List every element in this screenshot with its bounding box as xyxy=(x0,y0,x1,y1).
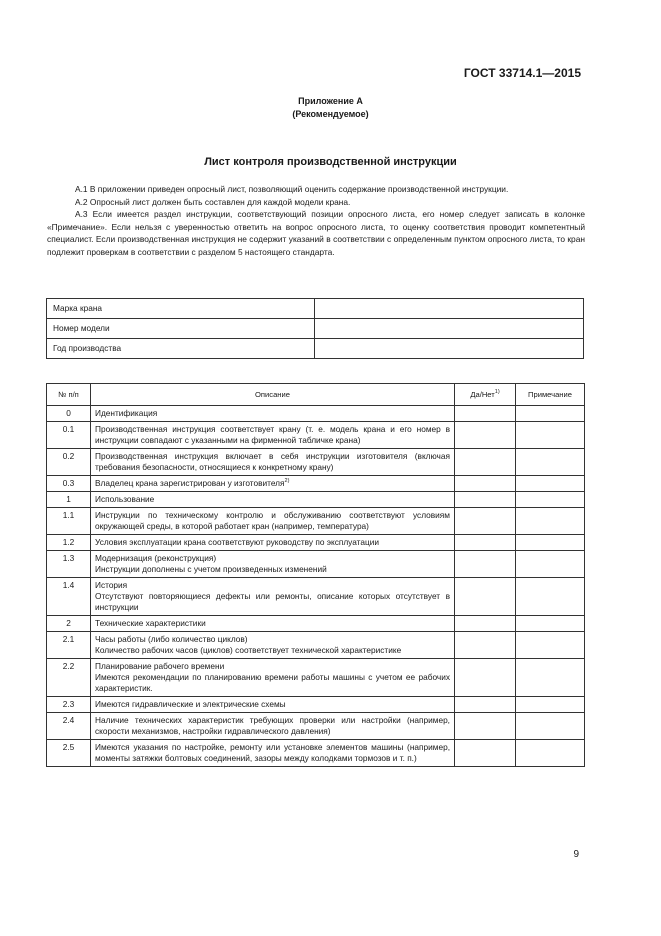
table-row xyxy=(47,659,585,697)
intro-paragraphs xyxy=(47,183,585,259)
col-header-remark: Примечание xyxy=(516,384,585,406)
description-line: Часы работы (либо количество циклов) xyxy=(95,634,248,644)
yes-no-cell[interactable] xyxy=(455,616,516,632)
crane-info-row xyxy=(47,299,584,319)
yes-no-cell[interactable] xyxy=(455,492,516,508)
checklist-header-row xyxy=(47,384,585,406)
remark-cell[interactable] xyxy=(516,476,585,492)
appendix-status: (Рекомендуемое) xyxy=(292,109,369,119)
yes-no-cell[interactable] xyxy=(455,659,516,697)
row-description xyxy=(91,578,455,616)
description-line: Планирование рабочего времени xyxy=(95,661,225,671)
description-line: Количество рабочих часов (циклов) соответствует технической характеристике xyxy=(95,645,402,655)
crane-brand-value[interactable] xyxy=(314,299,583,319)
remark-cell[interactable] xyxy=(516,713,585,740)
yes-no-cell[interactable] xyxy=(455,697,516,713)
col-header-yesno xyxy=(455,384,516,406)
row-number: 0 xyxy=(47,406,91,422)
document-title: Лист контроля производственной инструкции xyxy=(204,156,457,168)
row-description xyxy=(91,616,455,632)
row-number: 0.3 xyxy=(47,476,91,492)
row-number: 1.2 xyxy=(47,535,91,551)
row-number: 0.2 xyxy=(47,449,91,476)
crane-info-row xyxy=(47,339,584,359)
remark-cell[interactable] xyxy=(516,449,585,476)
yes-no-cell[interactable] xyxy=(455,740,516,767)
table-row xyxy=(47,422,585,449)
remark-cell[interactable] xyxy=(516,422,585,449)
description-line: Производственная инструкция включает в себя инструкции изготовителя (включая требования безопасности, относящиеся к конкретному крану) xyxy=(95,451,450,472)
row-description xyxy=(91,713,455,740)
paragraph-a3: А.3 Если имеется раздел инструкции, соответствующий позиции опросного листа, его номер следует записать в колонке «Примечание». Если нельзя с уверенностью ответить на вопрос опросного листа, то оценку соответствия проводит компетентный специалист. Если производственная инструкция не содержит указаний в соответствии с определенным пунктом опросного листа, то кран подлежит проверкам в соответствии с разделом 5 настоящего стандарта. xyxy=(47,209,585,257)
yes-no-cell[interactable] xyxy=(455,476,516,492)
row-description xyxy=(91,659,455,697)
crane-info-table xyxy=(46,298,584,359)
description-line: Отсутствуют повторяющиеся дефекты или ремонты, описание которых отсутствует в инструкции xyxy=(95,591,450,612)
row-number: 2.2 xyxy=(47,659,91,697)
production-year-label: Год производства xyxy=(47,339,315,359)
col-header-yesno-label: Да/Нет xyxy=(470,390,495,399)
description-line: Владелец крана зарегистрирован у изготовителя xyxy=(95,478,285,488)
page-number: 9 xyxy=(573,849,579,860)
description-line: Инструкции дополнены с учетом произведенных изменений xyxy=(95,564,327,574)
footnote-ref: 1) xyxy=(494,389,500,395)
appendix-title: Приложение А xyxy=(298,96,363,106)
yes-no-cell[interactable] xyxy=(455,632,516,659)
table-row xyxy=(47,476,585,492)
yes-no-cell[interactable] xyxy=(455,406,516,422)
remark-cell[interactable] xyxy=(516,535,585,551)
description-line: Имеются гидравлические и электрические схемы xyxy=(95,699,286,709)
row-description xyxy=(91,697,455,713)
description-line: Производственная инструкция соответствует крану (т. е. модель крана и его номер в инструкции совпадают с указанными на фирменной табличке крана) xyxy=(95,424,450,445)
description-line: Имеются указания по настройке, ремонту или установке элементов машины (например, моменты затяжки болтовых соединений, зазоры между колодками тормозов и т. п.) xyxy=(95,742,450,763)
yes-no-cell[interactable] xyxy=(455,551,516,578)
table-row xyxy=(47,713,585,740)
table-row xyxy=(47,740,585,767)
row-description xyxy=(91,476,455,492)
table-row xyxy=(47,406,585,422)
yes-no-cell[interactable] xyxy=(455,578,516,616)
crane-brand-label: Марка крана xyxy=(47,299,315,319)
remark-cell[interactable] xyxy=(516,697,585,713)
col-header-num: № п/п xyxy=(47,384,91,406)
description-line: Имеются рекомендации по планированию времени работы машины с учетом ее рабочих характеристик. xyxy=(95,672,450,693)
standard-number: ГОСТ 33714.1—2015 xyxy=(463,66,581,80)
row-number: 1 xyxy=(47,492,91,508)
table-row xyxy=(47,551,585,578)
row-description xyxy=(91,740,455,767)
col-header-desc: Описание xyxy=(91,384,455,406)
row-number: 2 xyxy=(47,616,91,632)
crane-info-row xyxy=(47,319,584,339)
paragraph-a1: А.1 В приложении приведен опросный лист, позволяющий оценить содержание производственной инструкции. xyxy=(75,184,509,194)
yes-no-cell[interactable] xyxy=(455,535,516,551)
table-row xyxy=(47,616,585,632)
row-description xyxy=(91,406,455,422)
description-line: Использование xyxy=(95,494,155,504)
yes-no-cell[interactable] xyxy=(455,713,516,740)
row-number: 2.5 xyxy=(47,740,91,767)
row-description xyxy=(91,422,455,449)
remark-cell[interactable] xyxy=(516,740,585,767)
remark-cell[interactable] xyxy=(516,508,585,535)
row-number: 1.3 xyxy=(47,551,91,578)
remark-cell[interactable] xyxy=(516,406,585,422)
yes-no-cell[interactable] xyxy=(455,422,516,449)
paragraph-a2: А.2 Опросный лист должен быть составлен для каждой модели крана. xyxy=(75,196,351,207)
table-row xyxy=(47,535,585,551)
remark-cell[interactable] xyxy=(516,578,585,616)
yes-no-cell[interactable] xyxy=(455,449,516,476)
description-line: Технические характеристики xyxy=(95,618,206,628)
row-description xyxy=(91,508,455,535)
table-row xyxy=(47,697,585,713)
table-row xyxy=(47,508,585,535)
row-number: 2.3 xyxy=(47,697,91,713)
model-number-label: Номер модели xyxy=(47,319,315,339)
table-row xyxy=(47,578,585,616)
row-description xyxy=(91,551,455,578)
description-line: История xyxy=(95,580,128,590)
model-number-value[interactable] xyxy=(314,319,583,339)
row-number: 1.4 xyxy=(47,578,91,616)
row-description xyxy=(91,535,455,551)
row-description xyxy=(91,449,455,476)
description-line: Условия эксплуатации крана соответствуют руководству по эксплуатации xyxy=(95,537,380,547)
description-line: Наличие технических характеристик требующих проверки или настройки (например, скорости механизмов, настройки гидравлического давления) xyxy=(95,715,450,736)
remark-cell[interactable] xyxy=(516,659,585,697)
remark-cell[interactable] xyxy=(516,632,585,659)
yes-no-cell[interactable] xyxy=(455,508,516,535)
row-number: 0.1 xyxy=(47,422,91,449)
row-number: 1.1 xyxy=(47,508,91,535)
row-number: 2.4 xyxy=(47,713,91,740)
production-year-value[interactable] xyxy=(314,339,583,359)
table-row xyxy=(47,449,585,476)
footnote-ref: 2) xyxy=(284,478,290,484)
remark-cell[interactable] xyxy=(516,492,585,508)
description-line: Инструкции по техническому контролю и обслуживанию соответствуют условиям окружающей среды, в которой работает кран (например, температура) xyxy=(95,510,450,531)
row-description xyxy=(91,492,455,508)
row-description xyxy=(91,632,455,659)
description-line: Идентификация xyxy=(95,408,158,418)
row-number: 2.1 xyxy=(47,632,91,659)
table-row xyxy=(47,632,585,659)
table-row xyxy=(47,492,585,508)
description-line: Модернизация (реконструкция) xyxy=(95,553,217,563)
remark-cell[interactable] xyxy=(516,551,585,578)
checklist-table xyxy=(46,383,585,767)
remark-cell[interactable] xyxy=(516,616,585,632)
